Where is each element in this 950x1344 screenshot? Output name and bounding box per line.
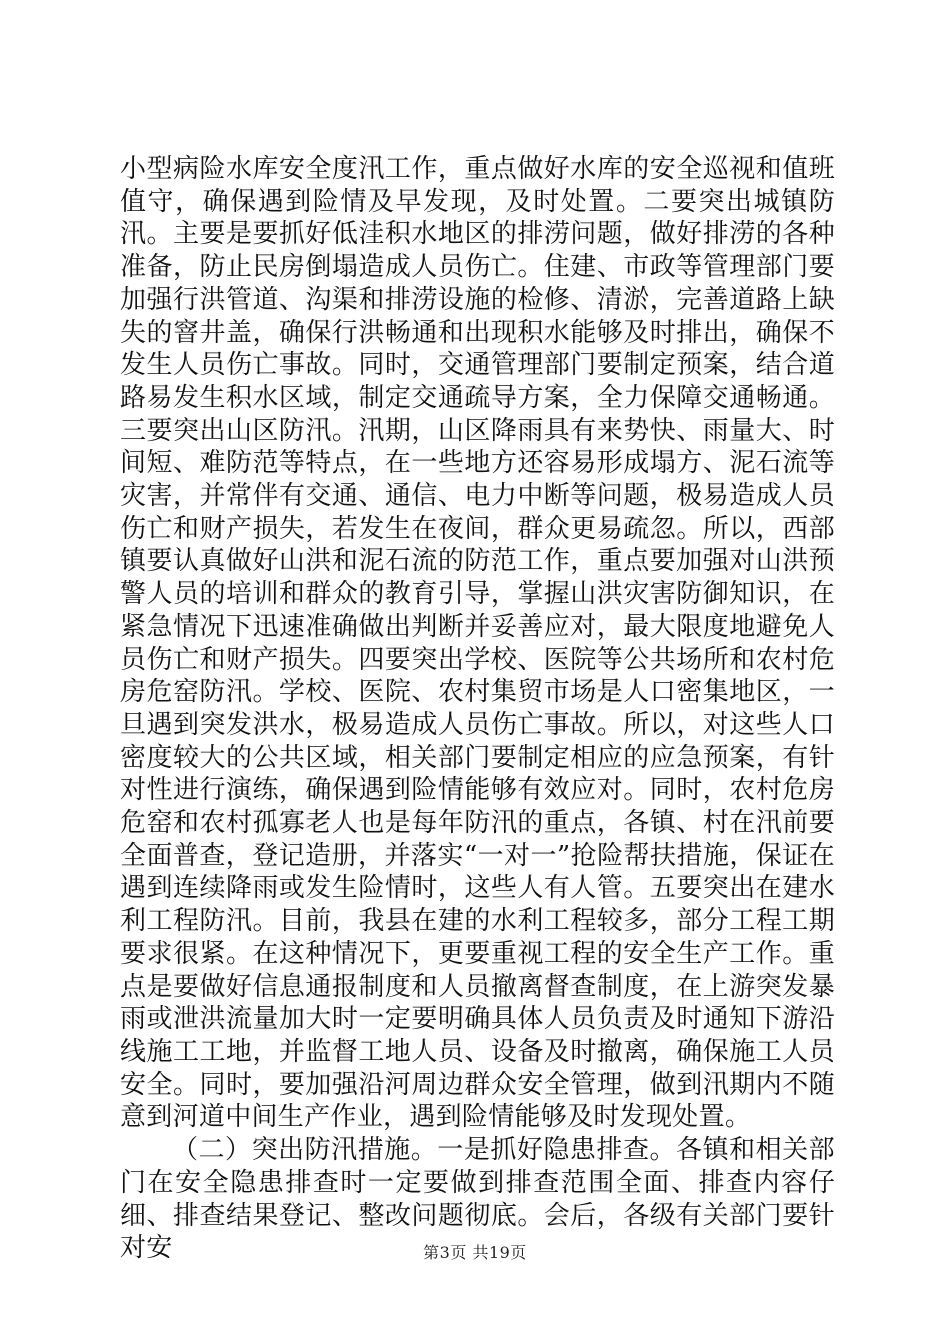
page-footer: 第3页 共19页 [423, 1243, 527, 1262]
body-text [120, 153, 835, 1265]
paragraph-flood-measures: （二）突出防汛措施。一是抓好隐患排查。各镇和相关部门在安全隐患排查时一定要做到排查范围全面、排查内容仔细、排查结果登记、整改问题彻底。会后，各级有关部门要针对安 [120, 1135, 835, 1264]
paragraph-continuation: 小型病险水库安全度汛工作，重点做好水库的安全巡视和值班值守，确保遇到险情及早发现，及时处置。二要突出城镇防汛。主要是要抓好低洼积水地区的排涝问题，做好排涝的各种准备，防止民房倒塌造成人员伤亡。住建、市政等管理部门要加强行洪管道、沟渠和排涝设施的检修、清淤，完善道路上缺失的窨井盖，确保行洪畅通和出现积水能够及时排出，确保不发生人员伤亡事故。同时，交通管理部门要制定预案，结合道路易发生积水区域，制定交通疏导方案，全力保障交通畅通。三要突出山区防汛。汛期，山区降雨具有来势快、雨量大、时间短、难防范等特点，在一些地方还容易形成塌方、泥石流等灾害，并常伴有交通、通信、电力中断等问题，极易造成人员伤亡和财产损失，若发生在夜间，群众更易疏忽。所以，西部镇要认真做好山洪和泥石流的防范工作，重点要加强对山洪预警人员的培训和群众的教育引导，掌握山洪灾害防御知识，在紧急情况下迅速准确做出判断并妥善应对，最大限度地避免人员伤亡和财产损失。四要突出学校、医院等公共场所和农村危房危窑防汛。学校、医院、农村集贸市场是人口密集地区，一旦遇到突发洪水，极易造成人员伤亡事故。所以，对这些人口密度较大的公共区域，相关部门要制定相应的应急预案，有针对性进行演练，确保遇到险情能够有效应对。同时，农村危房危窑和农村孤寡老人也是每年防汛的重点，各镇、村在汛前要全面普查，登记造册，并落实“一对一”抢险帮扶措施，保证在遇到连续降雨或发生险情时，这些人有人管。五要突出在建水利工程防汛。目前，我县在建的水利工程较多，部分工程工期要求很紧。在这种情况下，更要重视工程的安全生产工作。重点是要做好信息通报制度和人员撤离督查制度，在上游突发暴雨或泄洪流量加大时一定要明确具体人员负责及时通知下游沿线施工工地，并监督工地人员、设备及时撤离，确保施工人员安全。同时，要加强沿河周边群众安全管理，做到汛期内不随意到河道中间生产作业，遇到险情能够及时发现处置。 [120, 154, 835, 1133]
